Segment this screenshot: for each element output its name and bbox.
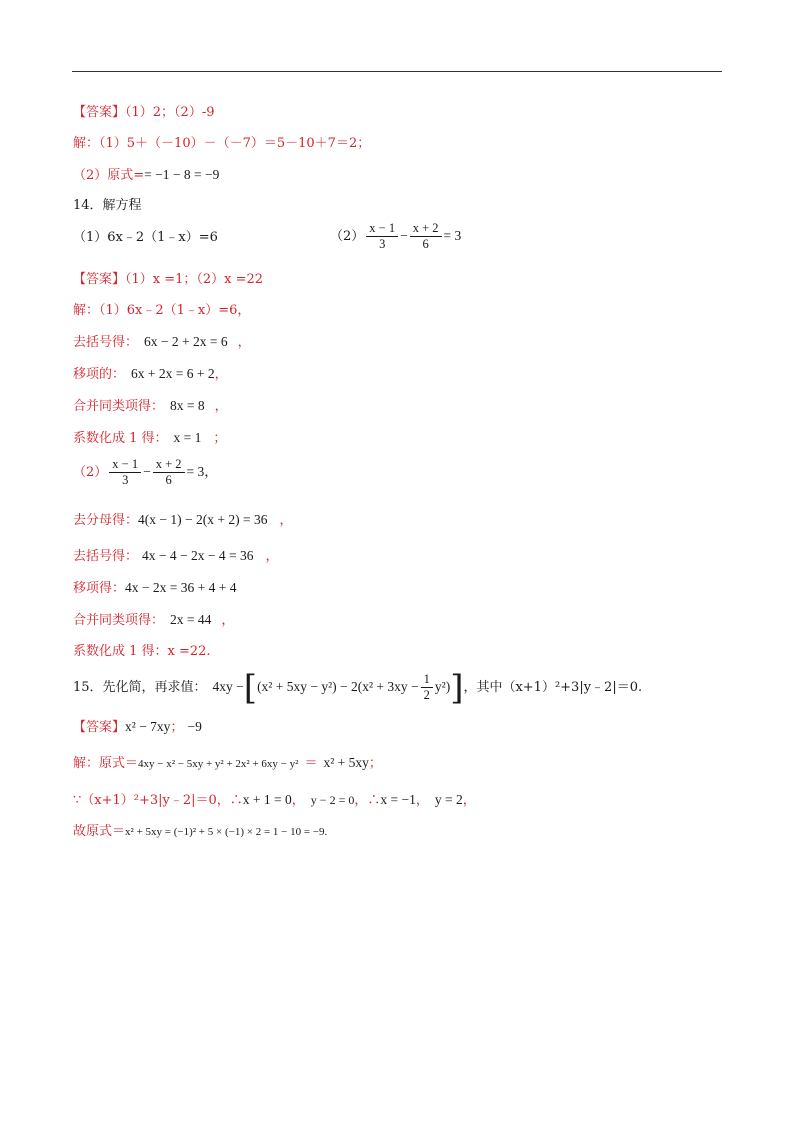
step-coefficient-1: 系数化成 1 得： x = 1 ； [73,430,227,446]
step-transpose-2: 移项得：4x − 2x = 36 + 4 + 4 [73,580,237,596]
step-combine-1: 合并同类项得： 8x = 8 ， [73,398,228,414]
step-remove-brackets-2: 去括号得： 4x − 4 − 2x − 4 = 36 ， [73,548,279,564]
solution-15-condition: ∵（x+1）²+3|y﹣2|＝0，∴x + 1 = 0， y − 2 = 0，∴x = −1， y = 2， [73,792,476,808]
question-14-title: 14．解方程 [73,198,142,213]
header-rule [72,71,722,72]
answer-14: 【答案】（1）x =1；（2）x =22 [73,272,264,287]
question-15: 15．先化简，再求值： 4xy −[(x² + 5xy − y²) − 2(x² + 3xy − $\frac{1}{2}$ y²)]，其中（x+1）²+3|y﹣2|＝0. [73,667,643,708]
answer-13: 【答案】（1）2；（2）-9 [73,105,215,120]
solution-13-part2: （2）原式== −1 − 8 = −9 [73,167,220,183]
solution-13-part1: 解：（1）5＋（－10）－（－7）＝5－10＋7＝2； [73,136,371,151]
solution-15-simplify: 解：原式＝4xy − x² − 5xy + y² + 2x² + 6xy − y² ＝ x² + 5xy； [73,755,382,771]
step-remove-brackets-1: 去括号得： 6x − 2 + 2x = 6 ， [73,334,251,350]
question-14-eq1: （1）6x﹣2（1﹣x）=6 [73,230,218,245]
solution-15-evaluate: 故原式＝x² + 5xy = (−1)² + 5 × (−1) × 2 = 1 − 10 = −9. [73,824,328,839]
solution-14-start: 解：（1）6x﹣2（1﹣x）=6， [73,303,251,318]
step-transpose-1: 移项的： 6x + 2x = 6 + 2， [73,366,228,382]
step-combine-2: 合并同类项得： 2x = 44 ， [73,612,235,628]
step-remove-denominator: 去分母得：4(x − 1) − 2(x + 2) = 36 ， [73,512,293,528]
question-14-eq2: （2） $\frac{x - 1}{3}$ − $\frac{x + 2}{6}$ = 3 [330,221,462,251]
solution-14-part2: （2） $\frac{x - 1}{3}$ − $\frac{x + 2}{6}$ = 3， [73,457,218,487]
answer-15: 【答案】x² − 7xy； −9 [73,719,202,735]
step-coefficient-2: 系数化成 1 得：x =22. [73,644,211,659]
